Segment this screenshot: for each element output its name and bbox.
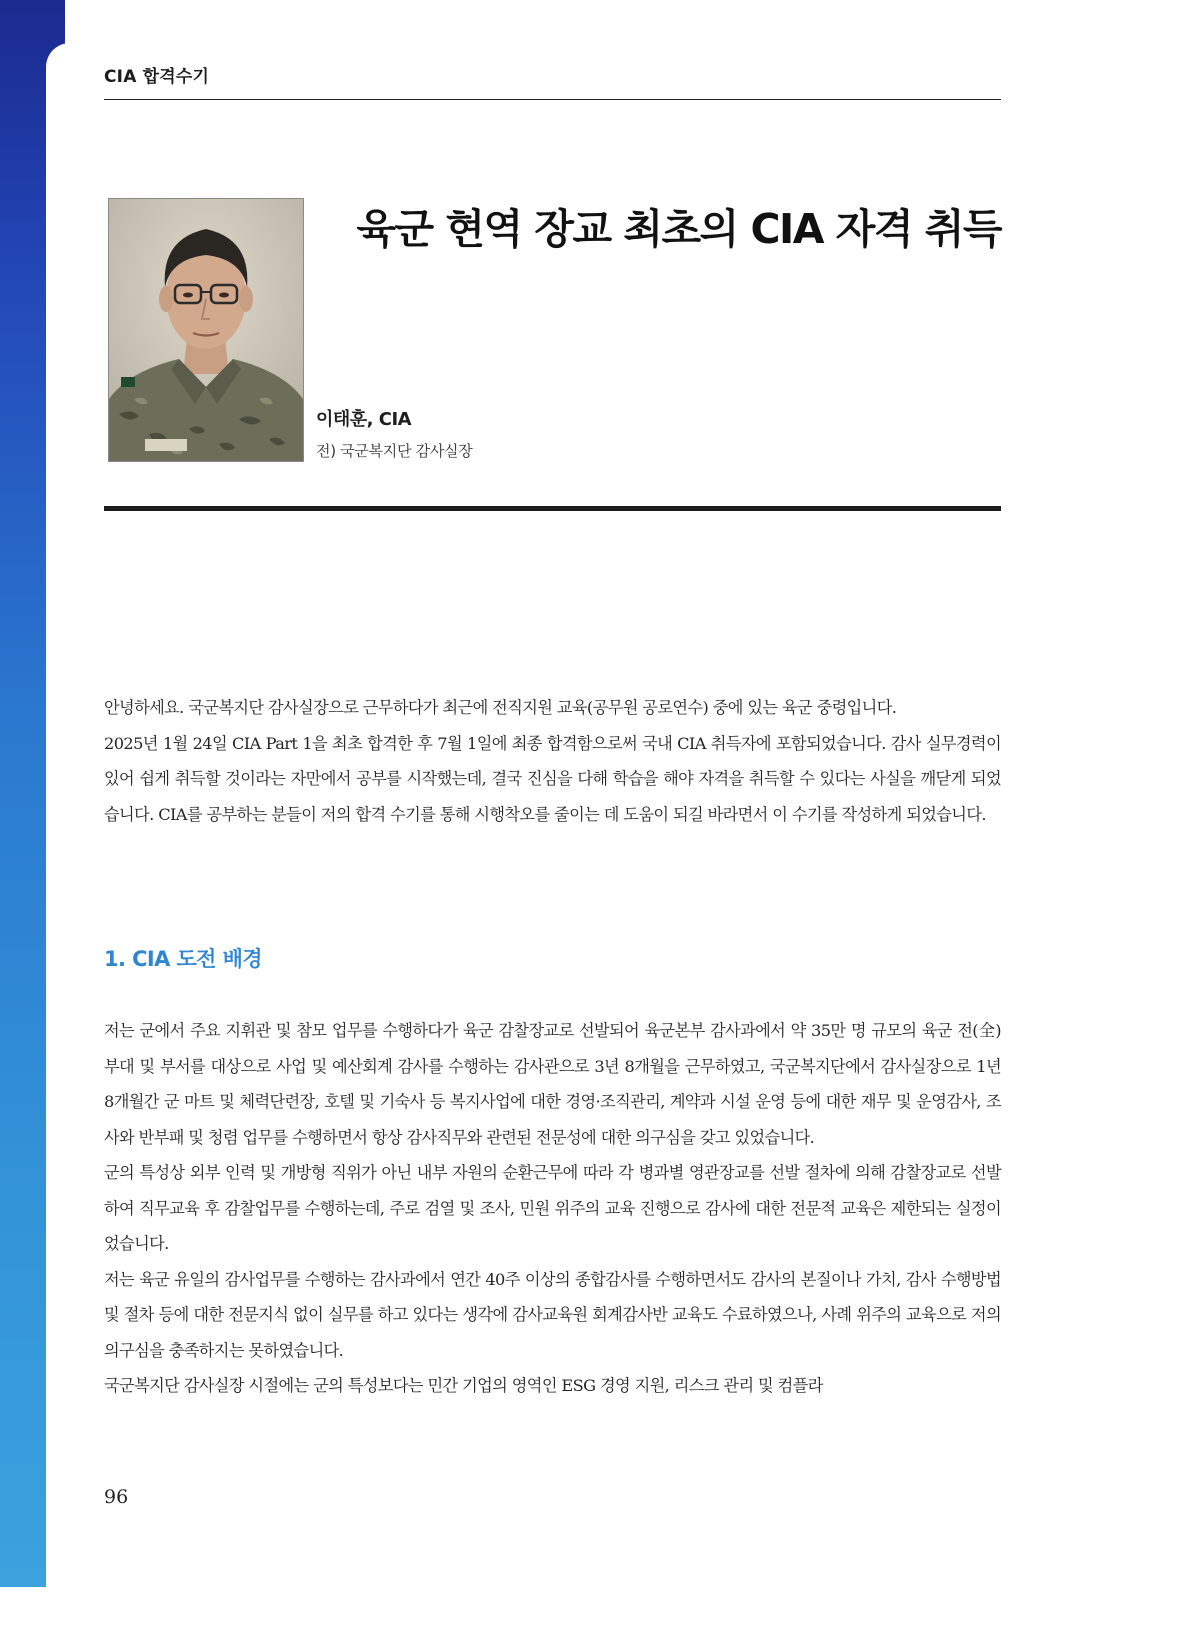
author-name: 이태훈, CIA: [316, 409, 412, 430]
article-title: 육군 현역 장교 최초의 CIA 자격 취득: [356, 205, 1001, 253]
intro-text: [104, 690, 1001, 832]
intro-paragraph: 2025년 1월 24일 CIA Part 1을 최초 합격한 후 7월 1일에 최종 합격함으로써 국내 CIA 취득자에 포함되었습니다. 감사 실무경력이 있어 쉽게 취득할 것이라는 자만에서 공부를 시작했는데, 결국 진심을 다해 학습을 해야 자격을 취득할 수 있다는 사실을 깨닫게 되었습니다. CIA를 공부하는 분들이 저의 합격 수기를 통해 시행착오를 줄이는 데 도움이 되길 바라면서 이 수기를 작성하게 되었습니다.: [104, 733, 1001, 824]
body-paragraph: 저는 육군 유일의 감사업무를 수행하는 감사과에서 연간 40주 이상의 종합감사를 수행하면서도 감사의 본질이나 가치, 감사 수행방법 및 절차 등에 대한 전문지식 없이 실무를 하고 있다는 생각에 감사교육원 회계감사반 교육도 수료하였으나, 사례 위주의 교육으로 저의 의구심을 충족하지는 못하였습니다.: [104, 1269, 1001, 1360]
page-number: 96: [104, 1486, 129, 1508]
section-label: CIA 합격수기: [104, 67, 210, 87]
section-body: [104, 1013, 1001, 1404]
body-paragraph: 국군복지단 감사실장 시절에는 군의 특성보다는 민간 기업의 영역인 ESG 경영 지원, 리스크 관리 및 컴플라: [104, 1376, 823, 1395]
section-heading: 1. CIA 도전 배경: [104, 947, 262, 971]
body-paragraph: 저는 군에서 주요 지휘관 및 참모 업무를 수행하다가 육군 감찰장교로 선발되어 육군본부 감사과에서 약 35만 명 규모의 육군 전(全) 부대 및 부서를 대상으로 사업 및 예산회계 감사를 수행하는 감사관으로 3년 8개월을 근무하였고, 국군복지단에서 감사실장으로 1년 8개월간 군 마트 및 체력단련장, 호텔 및 기숙사 등 복지사업에 대한 경영·조직관리, 계약과 시설 운영 등에 대한 재무 및 운영감사, 조사와 반부패 및 청렴 업무를 수행하면서 항상 감사직무와 관련된 전문성에 대한 의구심을 갖고 있었습니다.: [104, 1021, 1001, 1147]
author-photo: [108, 198, 304, 462]
body-paragraph: 군의 특성상 외부 인력 및 개방형 직위가 아닌 내부 자원의 순환근무에 따라 각 병과별 영관장교를 선발 절차에 의해 감찰장교로 선발하여 직무교육 후 감찰업무를 수행하는데, 주로 검열 및 조사, 민원 위주의 교육 진행으로 감사에 대한 전문적 교육은 제한되는 실정이었습니다.: [104, 1163, 1001, 1253]
header-rule: [104, 99, 1001, 100]
title-divider: [104, 506, 1001, 511]
intro-paragraph: 안녕하세요. 국군복지단 감사실장으로 근무하다가 최근에 전직지원 교육(공무원 공로연수) 중에 있는 육군 중령입니다.: [104, 698, 897, 717]
author-role: 전) 국군복지단 감사실장: [316, 442, 473, 460]
